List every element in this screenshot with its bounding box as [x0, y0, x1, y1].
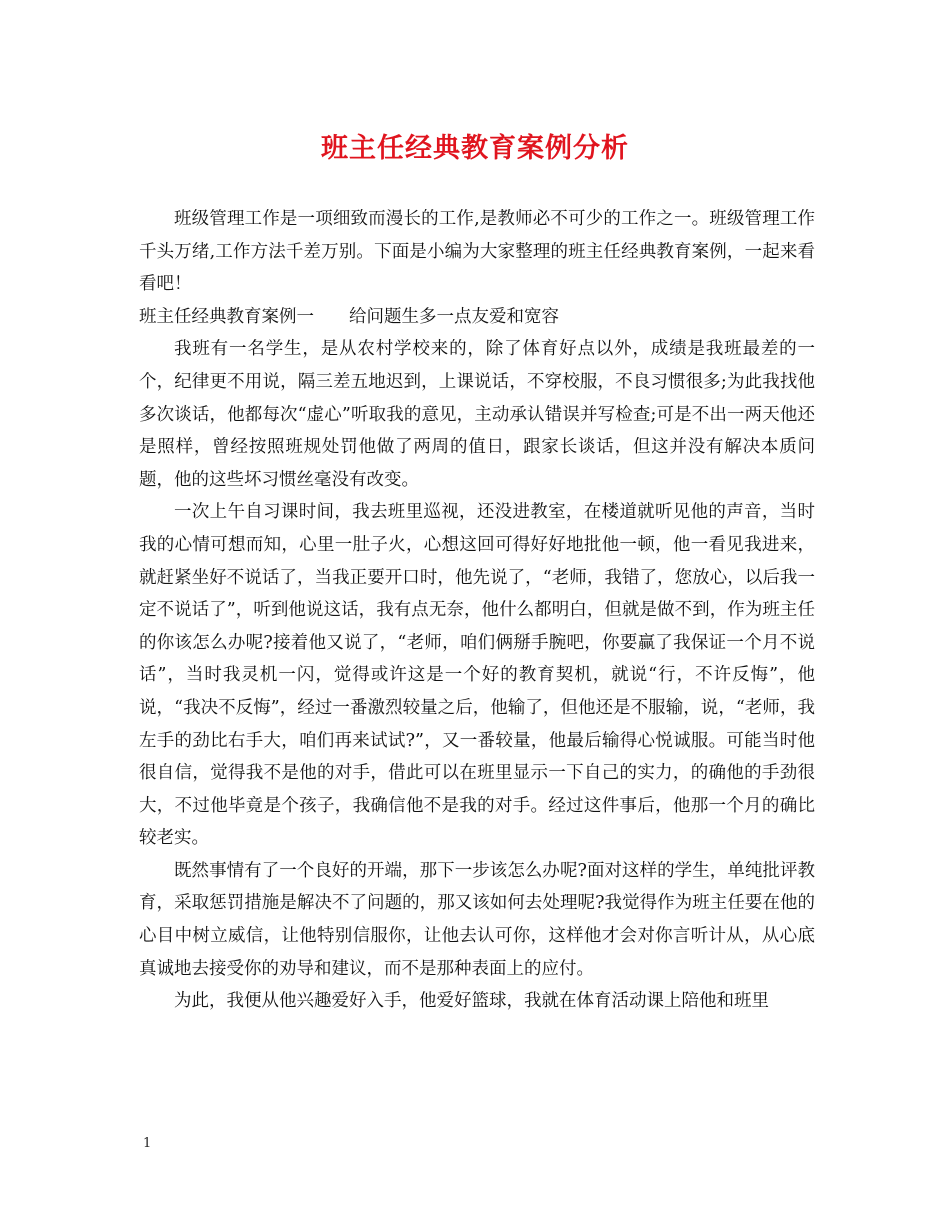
body-paragraph: 一次上午自习课时间，我去班里巡视，还没进教室，在楼道就听见他的声音，当时我的心情可想而知，心里一肚子火，心想这回可得好好地批他一顿，他一看见我进来，就赶紧坐好不说话了，当我正要开口时，他先说了，“老师，我错了，您放心，以后我一定不说话了”，听到他说这话，我有点无奈，他什么都明白，但就是做不到，作为班主任的你该怎么办呢?接着他又说了，“老师，咱们俩掰手腕吧，你要赢了我保证一个月不说话”，当时我灵机一闪，觉得或许这是一个好的教育契机，就说“行，不许反悔”，他说，“我决不反悔”，经过一番激烈较量之后，他输了，但他还是不服输，说，“老师，我左手的劲比右手大，咱们再来试试?”，又一番较量，他最后输得心悦诚服。可能当时他很自信，觉得我不是他的对手，借此可以在班里显示一下自己的实力，的确他的手劲很大，不过他毕竟是个孩子，我确信他不是我的对手。经过这件事后，他那一个月的确比较老实。: [139, 502, 815, 849]
body-paragraph: 为此，我便从他兴趣爱好入手，他爱好篮球，我就在体育活动课上陪他和班里: [174, 991, 769, 1012]
document-title: 班主任经典教育案例分析: [321, 133, 629, 164]
case-heading: 班主任经典教育案例一 给问题生多一点友爱和宽容: [139, 306, 559, 327]
body-paragraph: 既然事情有了一个良好的开端，那下一步该怎么办呢?面对这样的学生，单纯批评教育，采取惩罚措施是解决不了问题的，那又该如何去处理呢?我觉得作为班主任要在他的心目中树立威信，让他特别信服你，让他去认可你，这样他才会对你言听计从，从心底真诚地去接受你的劝导和建议，而不是那种表面上的应付。: [139, 860, 815, 979]
body-paragraph: 我班有一名学生，是从农村学校来的，除了体育好点以外，成绩是我班最差的一个，纪律更不用说，隔三差五地迟到，上课说话，不穿校服，不良习惯很多;为此我找他多次谈话，他都每次“虚心”听取我的意见，主动承认错误并写检查;可是不出一两天他还是照样，曾经按照班规处罚他做了两周的值日，跟家长谈话，但这并没有解决本质问题，他的这些坏习惯丝毫没有改变。: [139, 339, 815, 490]
document-body: [139, 203, 815, 1018]
intro-paragraph: 班级管理工作是一项细致而漫长的工作,是教师必不可少的工作之一。班级管理工作千头万绪,工作方法千差万别。下面是小编为大家整理的班主任经典教育案例，一起来看看吧！: [139, 209, 815, 295]
page-number: 1: [143, 1136, 152, 1151]
